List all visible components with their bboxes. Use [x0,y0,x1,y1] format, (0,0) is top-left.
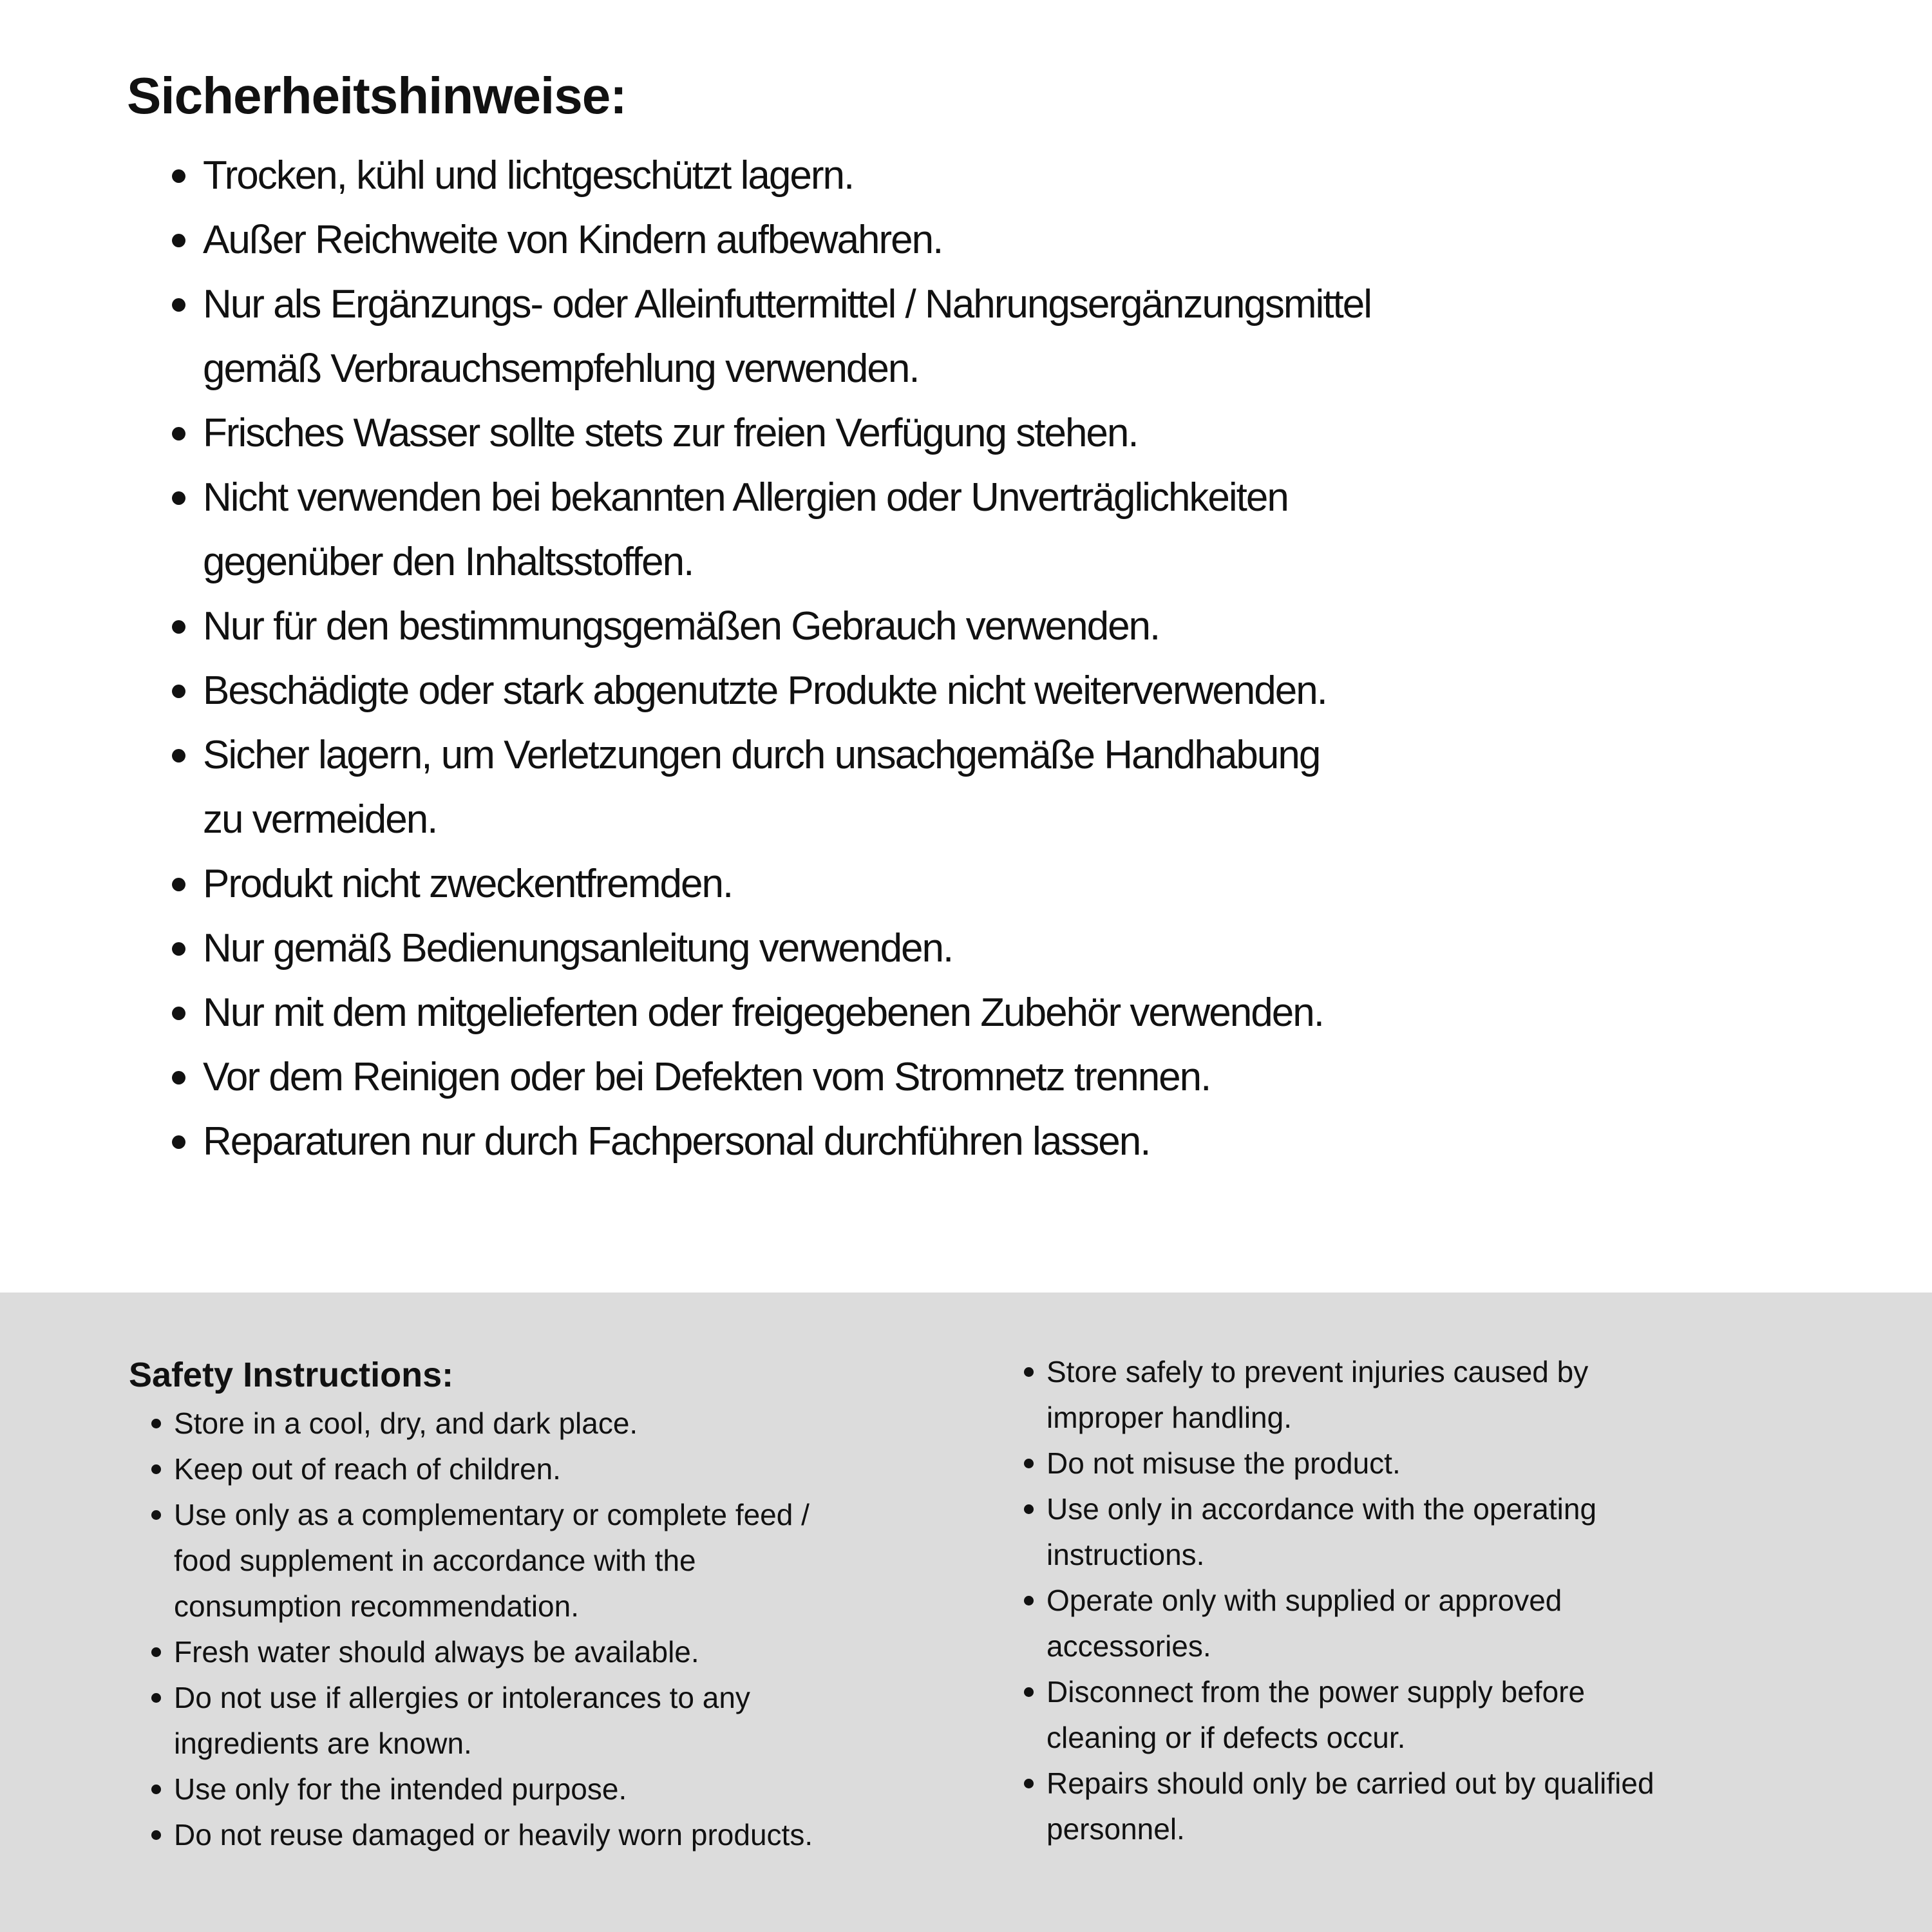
bullet-dot-icon [1024,1779,1034,1788]
bullet-item [203,981,1371,1045]
bullet-line: Keep out of reach of children. [174,1452,561,1486]
bullet-line: Trocken, kühl und lichtgeschützt lagern. [203,153,854,198]
bullet-item [203,916,1371,981]
bullet-dot-icon [172,942,185,956]
bullet-item [174,1446,813,1492]
bullet-line: accessories. [1046,1629,1211,1663]
bullet-line: Do not reuse damaged or heavily worn products. [174,1818,813,1852]
english-bullet-list-right-column [1046,1349,1654,1852]
bullet-item [203,208,1371,272]
bullet-dot-icon [172,298,185,312]
bullet-dot-icon [1024,1459,1034,1468]
bullet-dot-icon [172,685,185,698]
english-safety-section [0,1293,1932,1932]
bullet-dot-icon [151,1647,161,1657]
bullet-line: cleaning or if defects occur. [1046,1721,1406,1754]
bullet-line: Nur gemäß Bedienungsanleitung verwenden. [203,926,953,971]
bullet-item [203,272,1371,401]
bullet-dot-icon [172,1007,185,1020]
bullet-item [174,1766,813,1812]
bullet-dot-icon [172,749,185,762]
bullet-dot-icon [151,1693,161,1703]
bullet-line: Store safely to prevent injuries caused by [1046,1355,1589,1388]
bullet-line: zu vermeiden. [203,797,437,842]
bullet-dot-icon [151,1464,161,1474]
bullet-line: Sicher lagern, um Verletzungen durch unsachgemäße Handhabung [203,733,1320,777]
bullet-line: improper handling. [1046,1401,1293,1434]
bullet-line: instructions. [1046,1538,1205,1571]
bullet-dot-icon [151,1785,161,1794]
bullet-item [174,1629,813,1675]
bullet-item [203,723,1371,852]
bullet-line: Do not use if allergies or intolerances to any [174,1681,750,1714]
bullet-line: Use only for the intended purpose. [174,1772,627,1806]
bullet-line: Reparaturen nur durch Fachpersonal durchführen lassen. [203,1119,1150,1164]
bullet-dot-icon [151,1830,161,1840]
bullet-dot-icon [1024,1687,1034,1697]
bullet-dot-icon [151,1510,161,1520]
bullet-line: Operate only with supplied or approved [1046,1584,1562,1617]
bullet-item [203,144,1371,208]
bullet-line: Außer Reichweite von Kindern aufbewahren. [203,218,943,262]
bullet-line: gegenüber den Inhaltsstoffen. [203,540,694,584]
bullet-dot-icon [172,234,185,247]
bullet-line: Beschädigte oder stark abgenutzte Produkte nicht weiterverwenden. [203,668,1327,713]
bullet-item [1046,1441,1654,1486]
bullet-item [174,1812,813,1858]
bullet-dot-icon [1024,1596,1034,1605]
bullet-line: personnel. [1046,1812,1185,1846]
bullet-line: consumption recommendation. [174,1589,579,1623]
bullet-line: Repairs should only be carried out by qualified [1046,1766,1654,1800]
bullet-line: Nur für den bestimmungsgemäßen Gebrauch verwenden. [203,604,1160,649]
bullet-line: Use only in accordance with the operating [1046,1492,1597,1526]
bullet-line: Produkt nicht zweckentfremden. [203,862,733,906]
bullet-item [174,1675,813,1766]
bullet-line: Store in a cool, dry, and dark place. [174,1406,638,1440]
bullet-line: Frisches Wasser sollte stets zur freien Verfügung stehen. [203,411,1138,455]
bullet-item [174,1492,813,1629]
bullet-item [203,1110,1371,1174]
bullet-item [203,1045,1371,1110]
bullet-dot-icon [1024,1504,1034,1514]
bullet-line: ingredients are known. [174,1727,472,1760]
bullet-item [1046,1761,1654,1852]
german-bullet-list [203,144,1371,1174]
bullet-line: Fresh water should always be available. [174,1635,699,1669]
bullet-line: food supplement in accordance with the [174,1544,696,1577]
bullet-dot-icon [172,620,185,634]
bullet-line: Disconnect from the power supply before [1046,1675,1586,1709]
bullet-item [1046,1349,1654,1441]
bullet-dot-icon [1024,1367,1034,1377]
german-section-title: Sicherheitshinweise: [127,67,627,124]
bullet-item [203,852,1371,916]
bullet-dot-icon [172,491,185,505]
bullet-line: Do not misuse the product. [1046,1446,1401,1480]
bullet-dot-icon [172,169,185,183]
bullet-dot-icon [172,878,185,891]
bullet-dot-icon [151,1419,161,1428]
bullet-line: Nicht verwenden bei bekannten Allergien oder Unverträglichkeiten [203,475,1288,520]
bullet-item [1046,1669,1654,1761]
bullet-dot-icon [172,1135,185,1149]
bullet-item [1046,1578,1654,1669]
bullet-item [203,659,1371,723]
bullet-line: Use only as a complementary or complete feed / [174,1498,810,1531]
bullet-item [174,1401,813,1446]
bullet-line: Nur als Ergänzungs- oder Alleinfuttermittel / Nahrungsergänzungsmittel [203,282,1371,327]
bullet-item [203,594,1371,659]
bullet-dot-icon [172,1071,185,1084]
bullet-line: Vor dem Reinigen oder bei Defekten vom Stromnetz trennen. [203,1055,1211,1099]
bullet-item [1046,1486,1654,1578]
english-section-title: Safety Instructions: [129,1356,454,1394]
english-bullet-list-left-column [174,1401,813,1858]
bullet-line: Nur mit dem mitgelieferten oder freigegebenen Zubehör verwenden. [203,990,1323,1035]
bullet-item [203,466,1371,594]
bullet-line: gemäß Verbrauchsempfehlung verwenden. [203,346,919,391]
bullet-item [203,401,1371,466]
bullet-dot-icon [172,427,185,440]
